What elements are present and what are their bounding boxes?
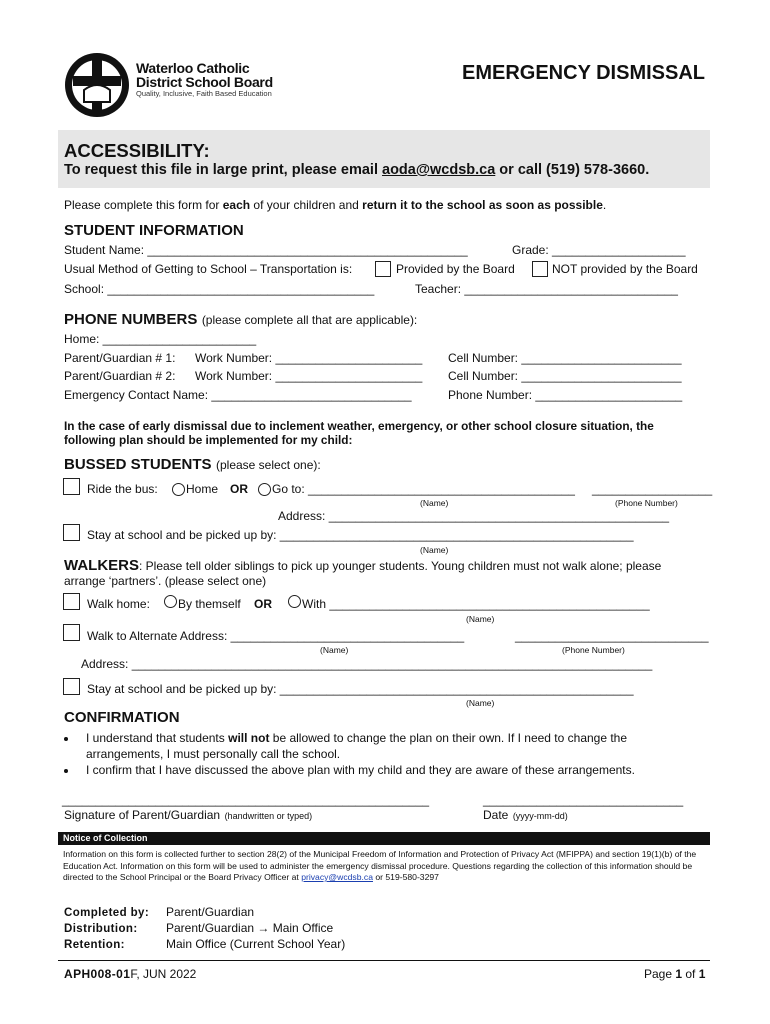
walk-stay-pickup-field[interactable]: Stay at school and be picked up by: _____________________________________________________: [87, 682, 634, 696]
signature-label: Signature of Parent/Guardian (handwritten or typed): [64, 808, 313, 822]
walk-home-label: Walk home:: [87, 597, 150, 611]
parent1-work-field[interactable]: Work Number: ______________________: [195, 351, 423, 365]
walk-alt-phone-caption: (Phone Number): [562, 645, 625, 655]
retention-label: Retention:: [64, 939, 125, 951]
form-title: EMERGENCY DISMISSAL: [462, 62, 705, 84]
footer-divider: [58, 960, 710, 961]
walk-or-label: OR: [254, 597, 272, 611]
bus-home-label: Home: [186, 482, 219, 496]
privacy-email-link[interactable]: privacy@wcdsb.ca: [301, 872, 373, 883]
bus-or-label: OR: [230, 482, 248, 496]
notice-title: Notice of Collection: [63, 833, 148, 843]
form-code: APH008-01F, JUN 2022: [64, 967, 197, 981]
bullet-1: [64, 737, 68, 741]
accessibility-request: To request this file in large print, please email aoda@wcdsb.ca or call (519) 578-3660.: [64, 162, 650, 178]
parent1-cell-field[interactable]: Cell Number: ________________________: [448, 351, 682, 365]
confirmation-bullet1-line2: arrangements, I must personally call the school.: [86, 747, 341, 761]
confirmation-bullet2: I confirm that I have discussed the above plan with my child and they are aware of these arrangements.: [86, 763, 635, 777]
not-provided-label: NOT provided by the Board: [552, 262, 698, 276]
dismissal-statement-line1: In the case of early dismissal due to inclement weather, emergency, or other school closure situation, the: [64, 419, 654, 433]
confirmation-bullet1: I understand that students will not be allowed to change the plan on their own. If I need to change the: [86, 731, 628, 745]
bus-goto-field[interactable]: Go to: ________________________________________: [272, 482, 575, 496]
parent1-label: Parent/Guardian # 1:: [64, 351, 176, 365]
notice-title-bar: [58, 832, 710, 845]
walk-pickup-name-caption: (Name): [466, 698, 495, 708]
ride-bus-checkbox[interactable]: [63, 478, 80, 495]
walk-alt-address-checkbox[interactable]: [63, 624, 80, 641]
bus-home-radio[interactable]: [172, 483, 185, 496]
home-phone-field[interactable]: Home: _______________________: [64, 332, 257, 346]
walk-by-themself-radio[interactable]: [164, 595, 177, 608]
parent2-label: Parent/Guardian # 2:: [64, 369, 176, 383]
confirmation-heading: CONFIRMATION: [64, 709, 180, 726]
bussed-heading: BUSSED STUDENTS (please select one):: [64, 456, 321, 473]
phone-numbers-heading: PHONE NUMBERS (please complete all that are applicable):: [64, 311, 418, 328]
distribution-label: Distribution:: [64, 923, 138, 935]
date-label: Date (yyyy-mm-dd): [483, 808, 568, 822]
emergency-phone-field[interactable]: Phone Number: ______________________: [448, 388, 683, 402]
bus-stay-at-school-checkbox[interactable]: [63, 524, 80, 541]
walkers-line2: arrange ‘partners’. (please select one): [64, 574, 267, 588]
parent2-work-field[interactable]: Work Number: ______________________: [195, 369, 423, 383]
bus-stay-pickup-field[interactable]: Stay at school and be picked up by: _____________________________________________________: [87, 528, 634, 542]
bullet-2: [64, 769, 68, 773]
provided-by-board-label: Provided by the Board: [396, 262, 515, 276]
bus-pickup-name-caption: (Name): [420, 545, 449, 555]
grade-field[interactable]: Grade: ____________________: [512, 243, 686, 257]
completed-by-label: Completed by:: [64, 907, 150, 919]
walk-alt-phone-field[interactable]: _____________________________: [515, 629, 709, 643]
parent2-cell-field[interactable]: Cell Number: ________________________: [448, 369, 682, 383]
org-name-line2: District School Board: [136, 74, 273, 90]
page-number: Page 1 of 1: [644, 967, 706, 981]
bus-address-field[interactable]: Address: ___________________________________________________: [278, 509, 670, 523]
notice-body: Information on this form is collected further to section 28(2) of the Municipal Freedom of Information and Protection of Privacy Act (MFIPPA) and section 19(1)(b) of the Education Act. Information on this form will be used to administer the emergency dismissal procedure. Questions regarding the collection of this information should be directed to the School Principal or the Board Privacy Officer at privacy@wcdsb.ca or 519-580-3297: [63, 849, 697, 883]
bus-phone-field[interactable]: __________________: [592, 482, 713, 496]
walk-with-radio[interactable]: [288, 595, 301, 608]
completed-by-value: Parent/Guardian: [166, 905, 255, 919]
ride-bus-label: Ride the bus:: [87, 482, 158, 496]
distribution-value: Parent/Guardian → Main Office: [166, 921, 334, 935]
retention-value: Main Office (Current School Year): [166, 937, 346, 951]
signature-line[interactable]: _______________________________________________________: [62, 793, 430, 807]
board-logo: [62, 50, 132, 120]
emergency-contact-field[interactable]: Emergency Contact Name: ______________________________: [64, 388, 412, 402]
walk-with-field[interactable]: With ________________________________________________: [302, 597, 650, 611]
bus-phone-caption: (Phone Number): [615, 498, 678, 508]
accessibility-email-link[interactable]: aoda@wcdsb.ca: [382, 162, 496, 178]
walk-by-themself-label: By themself: [178, 597, 241, 611]
student-info-heading: STUDENT INFORMATION: [64, 222, 244, 239]
walk-with-name-caption: (Name): [466, 614, 495, 624]
walk-home-checkbox[interactable]: [63, 593, 80, 610]
student-name-field[interactable]: Student Name: ________________________________________________: [64, 243, 468, 257]
org-tagline: Quality, Inclusive, Faith Based Education: [136, 89, 272, 98]
teacher-field[interactable]: Teacher: ________________________________: [415, 282, 678, 296]
accessibility-heading: ACCESSIBILITY:: [64, 140, 210, 161]
intro-text: Please complete this form for each of your children and return it to the school as soon as possible.: [64, 198, 607, 212]
provided-by-board-checkbox[interactable]: [375, 261, 391, 277]
school-field[interactable]: School: ________________________________________: [64, 282, 375, 296]
walk-stay-at-school-checkbox[interactable]: [63, 678, 80, 695]
not-provided-checkbox[interactable]: [532, 261, 548, 277]
dismissal-statement-line2: following plan should be implemented for my child:: [64, 433, 353, 447]
org-name-line1: Waterloo Catholic: [136, 60, 250, 76]
bus-name-caption: (Name): [420, 498, 449, 508]
walk-alt-name-caption: (Name): [320, 645, 349, 655]
walk-address-field[interactable]: Address: ______________________________________________________________________________: [81, 657, 653, 671]
date-line[interactable]: ______________________________: [483, 793, 684, 807]
walk-alt-address-field[interactable]: Walk to Alternate Address: ___________________________________: [87, 629, 465, 643]
transport-label: Usual Method of Getting to School – Transportation is:: [64, 262, 353, 276]
walkers-line1: WALKERS: Please tell older siblings to pick up younger students. Young children must not walk alone; please: [64, 557, 662, 574]
bus-goto-radio[interactable]: [258, 483, 271, 496]
